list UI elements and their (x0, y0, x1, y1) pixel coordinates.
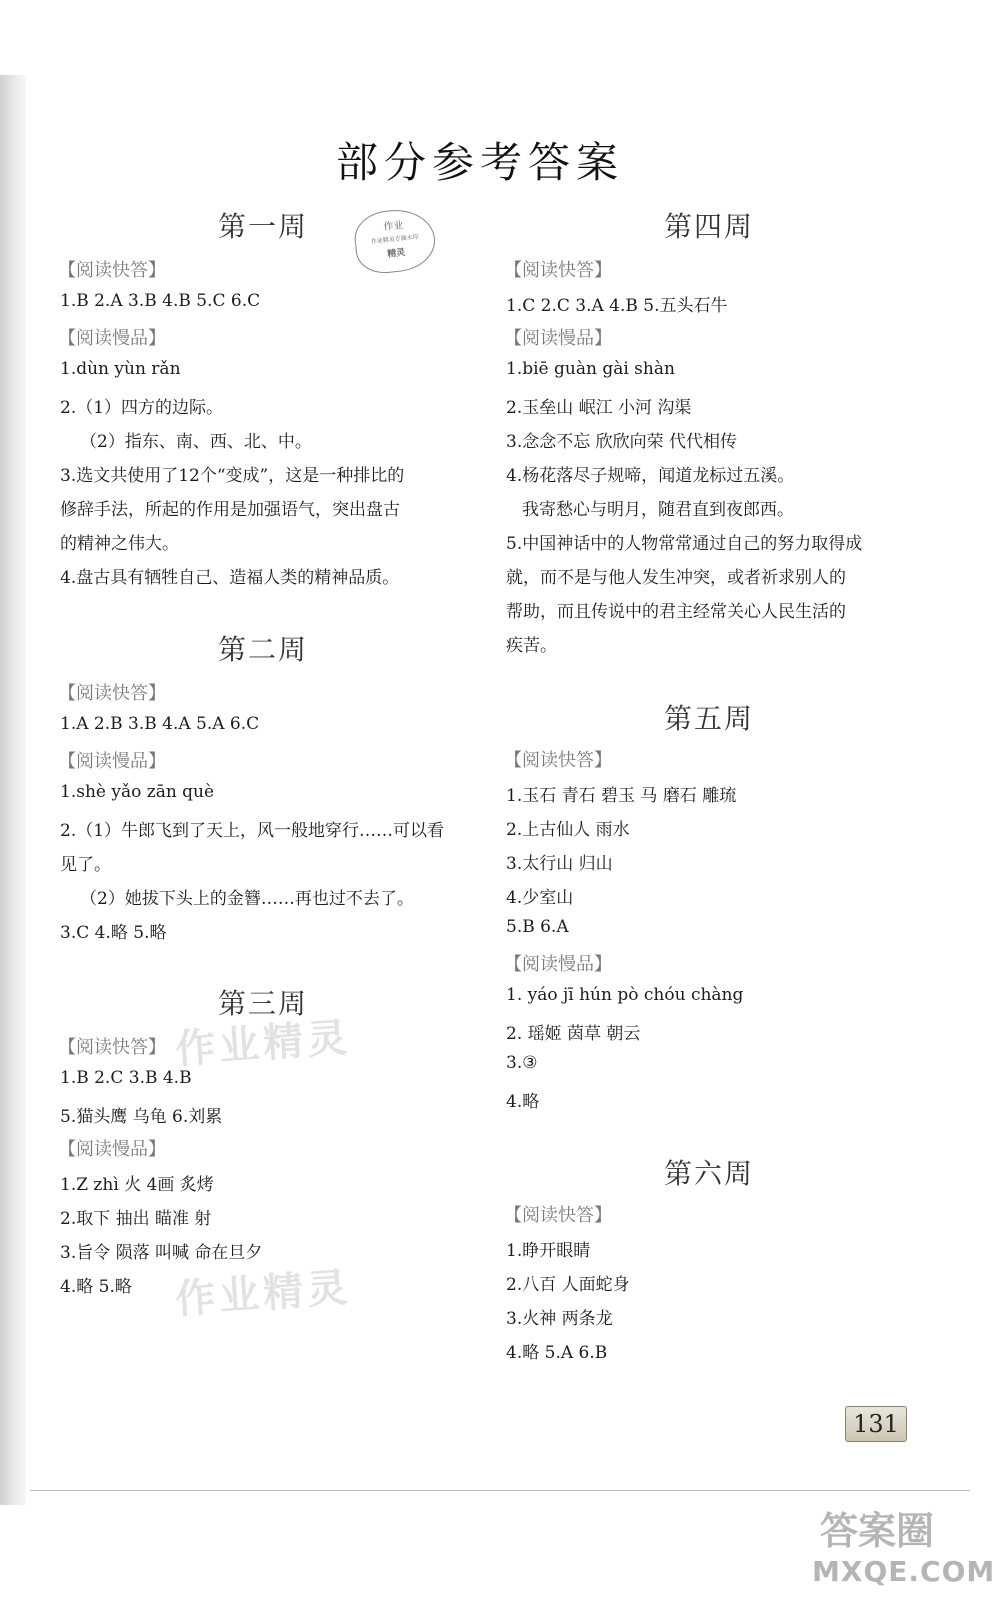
week3-title: 第三周 (218, 987, 309, 1020)
page-number: 131 (845, 1406, 907, 1442)
week5-quick-answer-3: 3.太行山 归山 (506, 854, 613, 874)
week4-slow-label: 【阅读慢品】 (504, 328, 612, 349)
week4-answer-5-line2: 就，而不是与他人发生冲突，或者祈求别人的 (506, 568, 846, 588)
week4-answer-5-line1: 5.中国神话中的人物常常通过自己的努力取得成 (506, 534, 863, 554)
week5-quick-answer-1: 1.玉石 青石 碧玉 马 磨石 雕琉 (506, 786, 737, 806)
week4-answer-3: 3.念念不忘 欣欣向荣 代代相传 (506, 432, 738, 452)
week2-title: 第二周 (218, 633, 309, 666)
week1-answer-2b: （2）指东、南、西、北、中。 (80, 432, 312, 452)
week3-answer-3: 3.旨令 陨落 叫喊 命在旦夕 (60, 1243, 263, 1263)
week1-answer-3-line2: 修辞手法，所起的作用是加强语气，突出盘古 (60, 500, 400, 520)
week1-answer-2a: 2.（1）四方的边际。 (60, 398, 224, 418)
page-spine-shadow (0, 75, 26, 1505)
week4-answer-1: 1.biē guàn gài shàn (506, 359, 675, 379)
week5-answer-3: 3.③ (506, 1053, 538, 1073)
week6-quick-answer-3: 3.火神 两条龙 (506, 1309, 613, 1329)
week2-answer-3: 3.C 4.略 5.略 (60, 923, 167, 943)
week1-quick-label: 【阅读快答】 (58, 260, 166, 281)
week2-answer-2b: （2）她拔下头上的金簪……再也过不去了。 (80, 889, 414, 909)
week2-answer-2-line1: 2.（1）牛郎飞到了天上，风一般地穿行……可以看 (60, 821, 445, 841)
week5-slow-label: 【阅读慢品】 (504, 954, 612, 975)
week3-quick-answers-1: 1.B 2.C 3.B 4.B (60, 1068, 192, 1088)
week6-quick-answer-2: 2.八百 人面蛇身 (506, 1275, 630, 1295)
page-title: 部分参考答案 (335, 138, 624, 187)
week4-title: 第四周 (664, 210, 755, 243)
week5-answer-1: 1. yáo jī hún pò chóu chàng (506, 985, 744, 1005)
week1-slow-label: 【阅读慢品】 (58, 328, 166, 349)
week1-answer-3-line3: 的精神之伟大。 (60, 534, 179, 554)
week4-quick-answers: 1.C 2.C 3.A 4.B 5.五头石牛 (506, 296, 728, 316)
week5-answer-2: 2. 瑶姬 茵草 朝云 (506, 1024, 641, 1044)
week5-quick-answer-4: 4.少室山 (506, 888, 574, 908)
site-url: MXQE.COM (812, 1555, 996, 1588)
week5-title: 第五周 (664, 702, 755, 735)
week5-quick-answer-5: 5.B 6.A (506, 917, 569, 937)
week3-quick-label: 【阅读快答】 (58, 1037, 166, 1058)
week3-slow-label: 【阅读慢品】 (58, 1139, 166, 1160)
week4-answer-5-line3: 帮助，而且传说中的君主经常关心人民生活的 (506, 602, 846, 622)
week4-answer-5-line4: 疾苦。 (506, 636, 557, 656)
week6-quick-answer-4: 4.略 5.A 6.B (506, 1343, 608, 1363)
week2-answer-1: 1.shè yǎo zān què (60, 782, 215, 802)
week6-quick-answer-1: 1.睁开眼睛 (506, 1241, 591, 1261)
week6-title: 第六周 (664, 1157, 755, 1190)
watermark-1: 作业精灵 (173, 1014, 353, 1074)
week2-quick-answers: 1.A 2.B 3.B 4.A 5.A 6.C (60, 714, 260, 734)
week4-quick-label: 【阅读快答】 (504, 260, 612, 281)
week4-answer-2: 2.玉垒山 岷江 小河 沟渠 (506, 398, 692, 418)
week3-answer-4: 4.略 5.略 (60, 1277, 132, 1297)
week4-answer-4-line1: 4.杨花落尽子规啼，闻道龙标过五溪。 (506, 466, 795, 486)
week5-quick-answer-2: 2.上古仙人 雨水 (506, 820, 630, 840)
week1-answer-4: 4.盘古具有牺牲自己、造福人类的精神品质。 (60, 568, 400, 588)
week2-slow-label: 【阅读慢品】 (58, 751, 166, 772)
week3-answer-2: 2.取下 抽出 瞄准 射 (60, 1209, 212, 1229)
watermark-2: 作业精灵 (173, 1264, 353, 1324)
week2-quick-label: 【阅读快答】 (58, 683, 166, 704)
week4-answer-4-line2: 我寄愁心与明月，随君直到夜郎西。 (522, 500, 794, 520)
week1-quick-answers: 1.B 2.A 3.B 4.B 5.C 6.C (60, 291, 261, 311)
week1-answer-3-line1: 3.选文共使用了12个“变成”，这是一种排比的 (60, 466, 405, 486)
week5-answer-4: 4.略 (506, 1092, 540, 1112)
week1-answer-1: 1.dùn yùn rǎn (60, 359, 181, 379)
week5-quick-label: 【阅读快答】 (504, 750, 612, 771)
stamp-seal: 作业 作业精灵专属水印 精灵 (352, 206, 438, 276)
bottom-divider (30, 1490, 970, 1491)
week2-answer-2-line2: 见了。 (60, 855, 111, 875)
week6-quick-label: 【阅读快答】 (504, 1205, 612, 1226)
week3-answer-1: 1.Z zhì 火 4画 炙烤 (60, 1175, 214, 1195)
site-logo: 答案圈 (820, 1509, 935, 1553)
week1-title: 第一周 (218, 210, 309, 243)
week3-quick-answers-2: 5.猫头鹰 乌龟 6.刘累 (60, 1107, 223, 1127)
